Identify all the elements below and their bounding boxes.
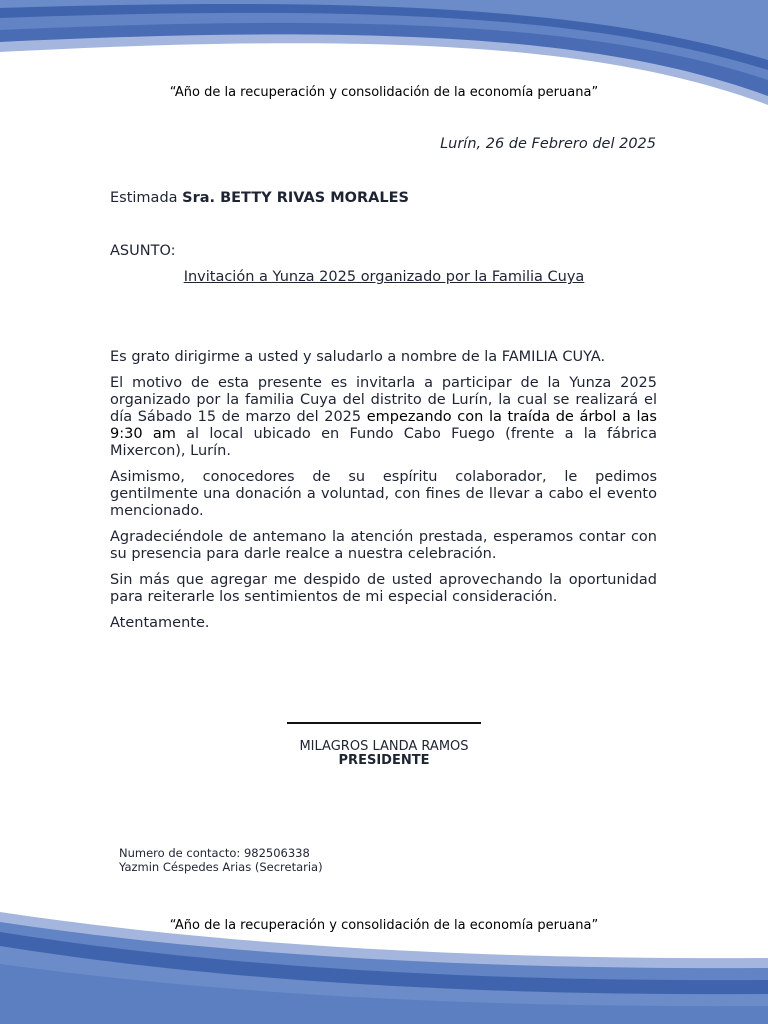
paragraph-2-part-c: al local ubicado en Fundo Cabo Fuego (frente a la fábrica Mixercon), Lurín. [110,426,658,459]
paragraph-5: Sin más que agregar me despido de usted aprovechando la oportunidad para reiterarle los sentimientos de mi especial consideración. [110,572,657,605]
signer-role: PRESIDENTE [338,753,430,768]
contact-info [119,846,323,874]
paragraph-2 [110,375,657,460]
paragraph-1: Es grato dirigirme a usted y saludarlo a nombre de la FAMILIA CUYA. [110,349,606,365]
letter-date: Lurín, 26 de Febrero del 2025 [440,136,656,152]
footer-slogan: “Año de la recuperación y consolidación de la economía peruana” [169,918,599,933]
subject-label: ASUNTO: [110,243,176,259]
paragraph-2-highlight: empezando con la traída de árbol a las 9:30 am [110,409,657,442]
contact-secretary: Yazmin Céspedes Arias (Secretaria) [119,860,323,874]
greeting [110,190,409,206]
subject-text: Invitación a Yunza 2025 organizado por la Familia Cuya [183,269,585,285]
greeting-prefix: Estimada [110,190,183,206]
signer-name: MILAGROS LANDA RAMOS [299,739,469,754]
paragraph-3: Asimismo, conocedores de su espíritu colaborador, le pedimos gentilmente una donación a voluntad, con fines de llevar a cabo el evento mencionado. [110,469,657,519]
recipient-name: Sra. BETTY RIVAS MORALES [182,190,409,206]
closing: Atentamente. [110,615,210,631]
letter-body [110,349,657,641]
contact-phone: Numero de contacto: 982506338 [119,846,310,860]
paragraph-2-part-a: El motivo de esta presente es invitarla a participar de la Yunza 2025 organizado por la familia Cuya del distrito de Lurín, la cual se realizará el día Sábado 15 de marzo del 2025 [110,375,657,425]
signature-line [287,722,481,724]
header-slogan: “Año de la recuperación y consolidación de la economía peruana” [169,85,599,100]
paragraph-4: Agradeciéndole de antemano la atención prestada, esperamos contar con su presencia para darle realce a nuestra celebración. [110,529,657,562]
footer-wave-decoration [0,912,768,1024]
